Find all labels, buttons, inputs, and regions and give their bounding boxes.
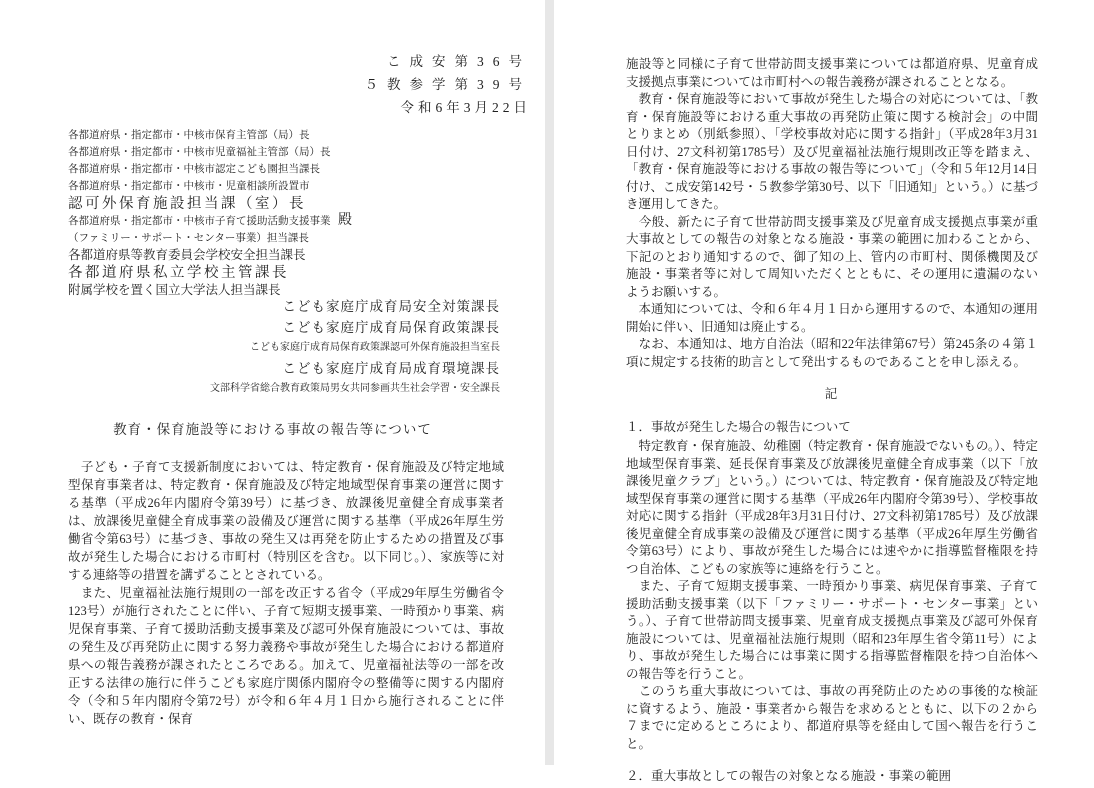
addressee-line: 各都道府県等教育委員会学校安全担当課長 — [68, 248, 306, 262]
sender-line: こども家庭庁成育局保育政策課認可外保育施設担当室長 — [250, 342, 500, 353]
sender-line: 文部科学省総合教育政策局男女共同参画共生社会学習・安全課長 — [210, 383, 500, 394]
body-paragraph: なお、本通知は、地方自治法（昭和22年法律第67号）第245条の４第１項に規定する技術的助言として発出するものであることを申し添える。 — [626, 337, 1038, 369]
document-numbers — [365, 50, 532, 119]
addressee-line: 各都道府県私立学校主管課長 — [68, 265, 289, 281]
sender-line: こども家庭庁成育局安全対策課長 — [282, 299, 500, 314]
body-paragraph: 今般、新たに子育て世帯訪問支援事業及び児童育成支援拠点事業が重大事故としての報告の対象となる施設・事業の範囲に加わることから、下記のとおり通知するので、御了知の上、管内の市町村、関係機関及び施設・事業者等に対して周知いただくとともに、その運用に遺漏のないようお願いする。 — [626, 214, 1038, 299]
body-paragraph: 教育・保育施設等において事故が発生した場合の対応については、「教育・保育施設等における重大事故の再発防止策に関する検討会」の中間とりまとめ（別紙参照）、「学校事故対応に関する指針」（平成28年3月31日付け、27文科初第1785号）及び児童福祉法施行規則改正等を踏まえ、「教育・保育施設等における事故の報告等について」（令和５年12月14日付け、こ成安第142号・５教参学第30号、以下「旧通知」という。）に基づき運用してきた。 — [626, 92, 1039, 211]
addressee-line: 各都道府県・指定都市・中核市保育主管部（局）長 — [68, 130, 310, 141]
addressee-list — [68, 127, 331, 299]
middle-marker-ki: 記 — [824, 387, 840, 401]
sender-list — [210, 296, 500, 399]
right-page — [554, 0, 1094, 783]
addressee-line: （ファミリー・サポート・センター事業）担当課長 — [68, 233, 309, 244]
section-paragraph: 特定教育・保育施設、幼稚園（特定教育・保育施設でないもの。）、特定地域型保育事業、延長保育事業及び放課後児童健全育成事業（以下「放課後児童クラブ」という。）については、特定教育・保育施設及び特定地域型保育事業の運営に関する基準（平成26年内閣府令第39号）、学校事故対応に関する指針（平成28年3月31日付け、27文科初第1785号）及び放課後児童健全育成事業の設備及び運営に関する基準（平成26年厚生労働省令第63号）により、事故が発生した場合には速やかに指導監督権限を持つ自治体、こどもの家族等に連絡を行うこと。 — [626, 439, 1039, 576]
addressee-line: 附属学校を置く国立大学法人担当課長 — [68, 283, 281, 297]
body-paragraph: 本通知については、令和６年４月１日から運用するので、本通知の運用開始に伴い、旧通知は廃止する。 — [626, 302, 1039, 334]
sender-line: こども家庭庁成育局成育環境課長 — [282, 361, 500, 376]
addressee-line: 認可外保育施設担当課（室）長 — [68, 196, 306, 212]
page-seam-divider — [545, 0, 554, 765]
section-1-heading: １．事故が発生した場合の報告について — [626, 419, 851, 434]
left-page-body — [68, 458, 504, 728]
addressee-line: 各都道府県・指定都市・中核市認定こども園担当課長 — [68, 164, 320, 175]
sender-line: こども家庭庁成育局保育政策課長 — [282, 320, 500, 335]
section-paragraph: また、子育て短期支援事業、一時預かり事業、病児保育事業、子育て援助活動支援事業（以下「ファミリー・サポート・センター事業」という。）、子育て世帯訪問支援事業、児童育成支援拠点事業及び認可外保育施設については、児童福祉法施行規則（昭和23年厚生省令第11号）により、事故が発生した場合には事業に関する指導監督権限を持つ自治体への報告等を行うこと。 — [626, 579, 1038, 681]
section-2-heading: ２．重大事故としての報告の対象となる施設・事業の範囲 — [626, 769, 952, 783]
honorific-dono: 殿 — [338, 213, 352, 228]
addressee-line: 各都道府県・指定都市・中核市児童福祉主管部（局）長 — [68, 147, 331, 158]
doc-date: 令和6年3月22日 — [400, 100, 531, 115]
body-paragraph: 施設等と同様に子育て世帯訪問支援事業については都道府県、児童育成支援拠点事業については市町村への報告義務が課されることとなる。 — [626, 57, 1038, 89]
doc-number-line: ５教参学第39号 — [364, 77, 531, 92]
body-paragraph: また、児童福祉法施行規則の一部を改正する省令（平成29年厚生労働省令123号）が施行されたことに伴い、子育て短期支援事業、一時預かり事業、病児保育事業、子育て援助活動支援事業及び認可外保育施設については、事故の発生及び再発防止に関する努力義務や事故が発生した場合における都道府県への報告義務が課されたところである。加えて、児童福祉法等の一部を改正する法律の施行に伴うこども家庭庁関係内閣府令の整備等に関する内閣府令（令和５年内閣府令第72号）が令和６年４月１日から施行されることに伴い、既存の教育・保育 — [68, 586, 504, 726]
addressee-line: 各都道府県・指定都市・中核市・児童相談所設置市 — [68, 181, 310, 192]
section-paragraph: このうち重大事故については、事故の再発防止のための事後的な検証に資するよう、施設・事業者から報告を求めるとともに、以下の２から７までに定めるところにより、都道府県等を経由して国へ報告を行うこと。 — [626, 684, 1038, 751]
document-title: 教育・保育施設等における事故の報告等について — [113, 422, 432, 437]
body-paragraph: 子ども・子育て支援新制度においては、特定教育・保育施設及び特定地域型保育事業者は、特定教育・保育施設及び特定地域型保育事業の運営に関する基準（平成26年内閣府令第39号）に基づき、放課後児童健全育成事業者は、放課後児童健全育成事業の設備及び運営に関する基準（平成26年厚生労働省令第63号）に基づき、事故の発生又は再発を防止するための措置及び事故が発生した場合における市町村（特別区を含む。以下同じ。）、家族等に対する連絡等の措置を講ずることとされている。 — [68, 460, 504, 582]
right-page-body — [626, 56, 1038, 788]
addressee-line: 各都道府県・指定都市・中核市子育て援助活動支援事業 — [68, 216, 331, 227]
left-page — [0, 0, 545, 765]
doc-number-line: こ成安第36号 — [387, 54, 531, 69]
